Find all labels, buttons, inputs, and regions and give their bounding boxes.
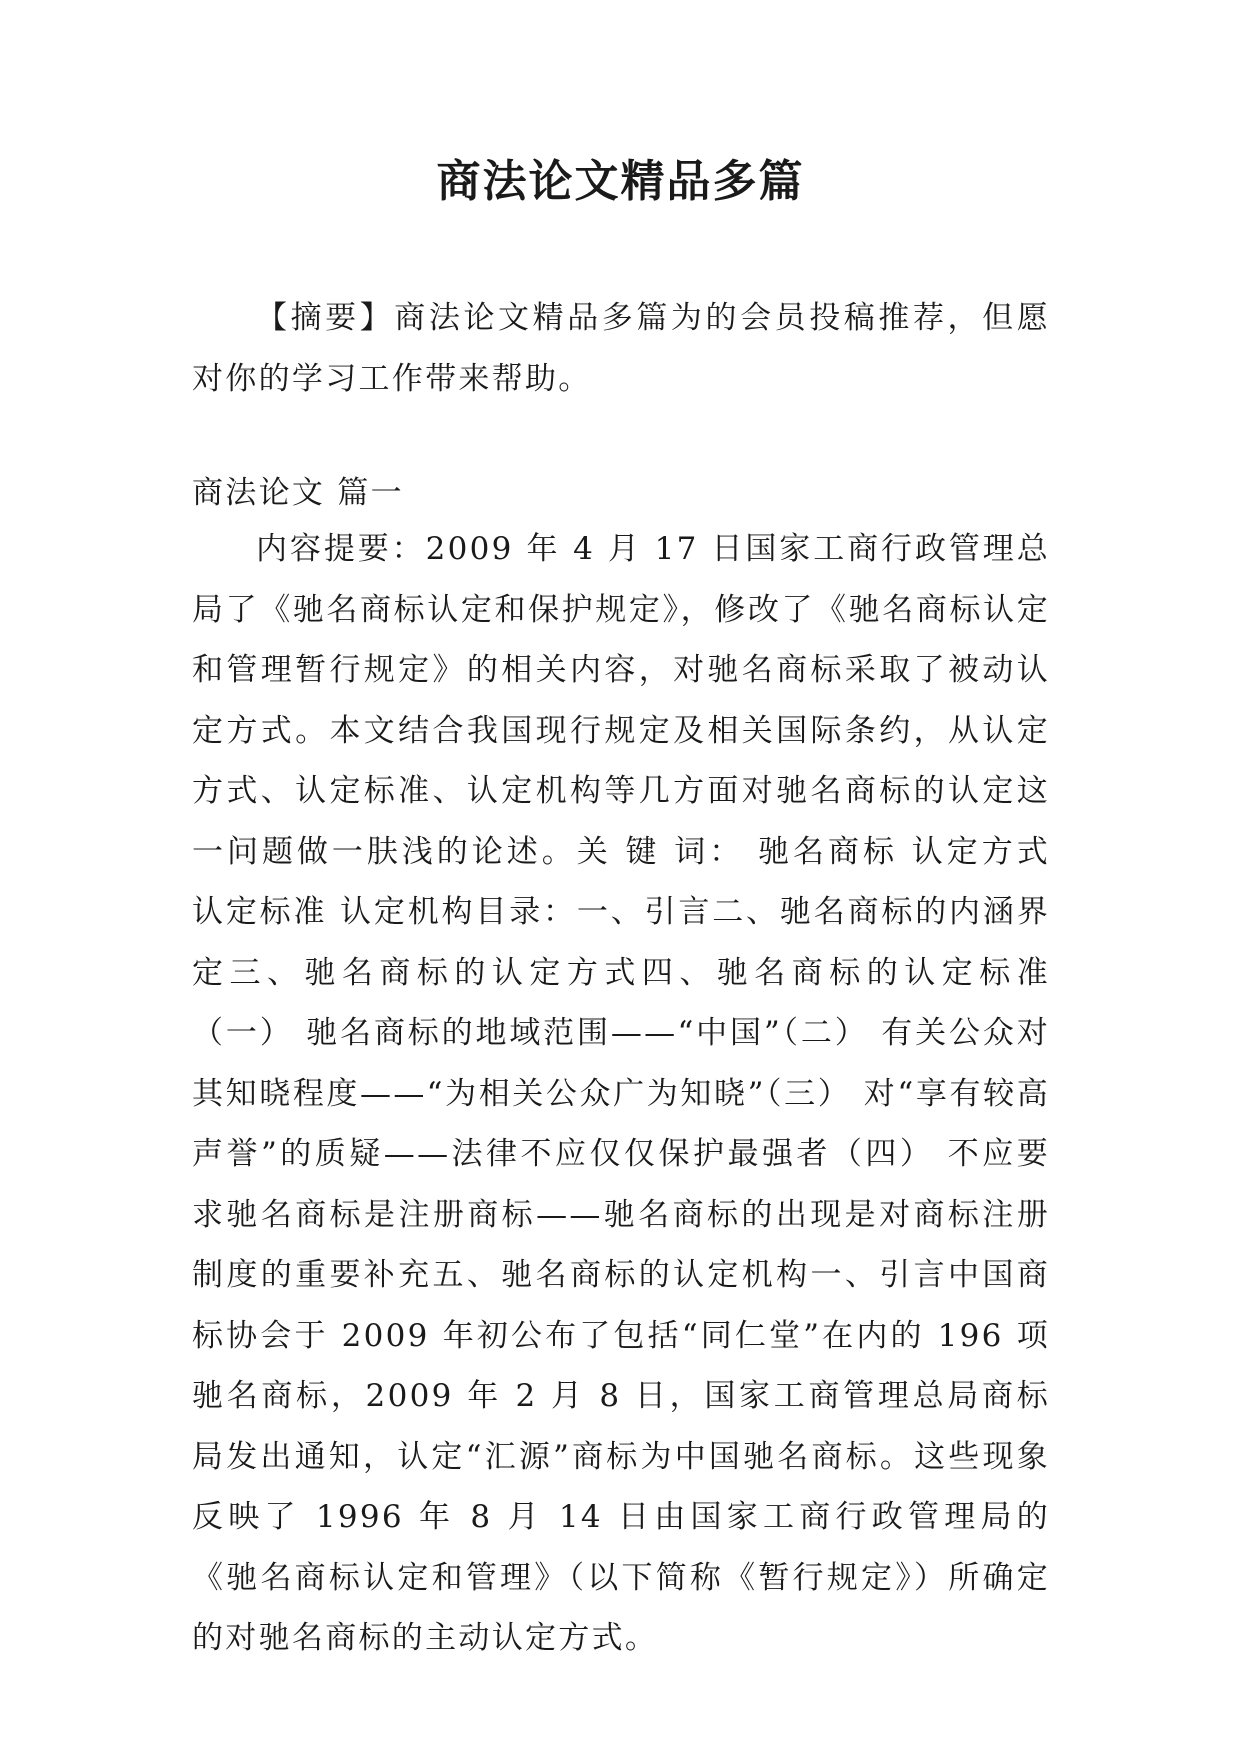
abstract-paragraph: 【摘要】商法论文精品多篇为的会员投稿推荐，但愿对你的学习工作带来帮助。 — [192, 300, 1050, 397]
content-section — [192, 519, 1050, 1669]
document-title: 商法论文精品多篇 — [436, 156, 805, 207]
section-heading: 商法论文 篇一 — [192, 475, 404, 511]
abstract-section — [192, 288, 1050, 409]
content-paragraph: 内容提要：2009 年 4 月 17 日国家工商行政管理总局了《驰名商标认定和保护规定》，修改了《驰名商标认定和管理暂行规定》的相关内容，对驰名商标采取了被动认定方式。本文结合我国现行规定及相关国际条约，从认定方式、认定标准、认定机构等几方面对驰名商标的认定这一问题做一肤浅的论述。关 键 词： 驰名商标 认定方式 认定标准 认定机构目录：一、引言二、驰名商标的内涵界定三、驰名商标的认定方式四、驰名商标的认定标准（一） 驰名商标的地域范围——“中国”（二） 有关公众对其知晓程度——“为相关公众广为知晓”（三） 对“享有较高声誉”的质疑——法律不应仅仅保护最强者（四） 不应要求驰名商标是注册商标——驰名商标的出现是对商标注册制度的重要补充五、驰名商标的认定机构一、引言中国商标协会于 2009 年初公布了包括“同仁堂”在内的 196 项驰名商标，2009 年 2 月 8 日，国家工商管理总局商标局发出通知，认定“汇源”商标为中国驰名商标。这些现象反映了 1996 年 8 月 14 日由国家工商行政管理局的《驰名商标认定和管理》（以下简称《暂行规定》）所确定的对驰名商标的主动认定方式。 — [192, 531, 1050, 1656]
